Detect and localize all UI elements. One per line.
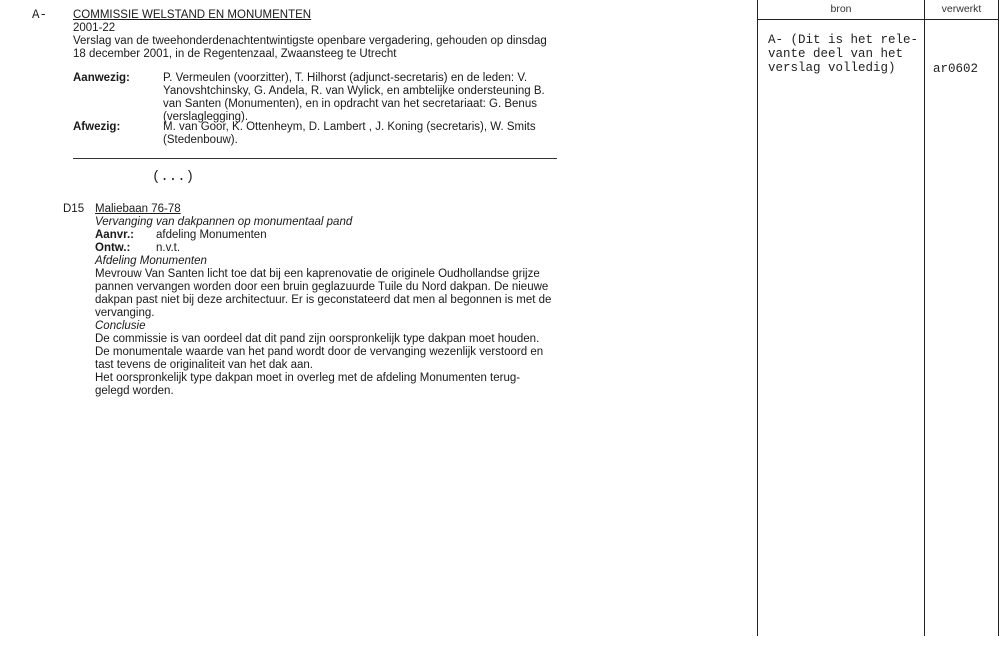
section-line: dakpan past niet bij deze architectuur. Er is geconstateerd dat men al begonnen is met de — [95, 294, 552, 306]
form-right-border — [998, 0, 999, 636]
conclusion-line: gelegd worden. — [95, 385, 174, 397]
intro-line: 18 december 2001, in de Regentenzaal, Zwaansteeg te Utrecht — [73, 48, 397, 60]
absent-line: M. van Goor, K. Ottenheym, D. Lambert , J. Koning (secretaris), W. Smits — [163, 121, 536, 133]
absent-label: Afwezig: — [73, 121, 121, 133]
section-heading: Afdeling Monumenten — [95, 255, 207, 267]
omission-mark: (...) — [152, 169, 195, 185]
present-line: P. Vermeulen (voorzitter), T. Hilhorst (adjunct-secretaris) en de leden: V. — [163, 72, 528, 84]
section-line: vervanging. — [95, 307, 155, 319]
present-line: (verslaglegging). — [163, 111, 249, 123]
present-list — [163, 72, 545, 124]
document-header — [73, 9, 547, 61]
item-body — [95, 203, 551, 398]
section-line: pannen vervangen worden door een bruin geglazuurde Tuile du Nord dakpan. De nieuwe — [95, 281, 549, 293]
present-label: Aanwezig: — [73, 72, 130, 84]
conclusion-line: tast tevens de originaliteit van het dak aan. — [95, 359, 314, 371]
column-header-source: bron — [830, 3, 852, 15]
designer-value: n.v.t. — [156, 242, 181, 254]
present-line: Yanovshtchinsky, G. Andela, R. van Wylick, en ambtelijke ondersteuning B. — [163, 85, 545, 97]
designer-row — [95, 242, 551, 255]
conclusion-line: Het oorspronkelijk type dakpan moet in overleg met de afdeling Monumenten terug- — [95, 372, 521, 384]
source-note-line: A- (Dit is het rele- — [768, 33, 919, 47]
conclusion-heading: Conclusie — [95, 320, 146, 332]
applicant-row — [95, 229, 551, 242]
source-note-line: vante deel van het — [768, 47, 904, 61]
section-line: Mevrouw Van Santen licht toe dat bij een kaprenovatie de originele Oudhollandse grijze — [95, 268, 540, 280]
section-divider — [73, 158, 557, 159]
form-column-divider — [924, 0, 925, 636]
form-header-rule — [757, 19, 999, 20]
item-number: D15 — [63, 203, 85, 215]
item-subject: Vervanging van dakpannen op monumentaal pand — [95, 216, 353, 228]
present-line: van Santen (Monumenten), en in opdracht van het secretariaat: G. Benus — [163, 98, 537, 110]
processed-code: ar0602 — [933, 62, 979, 76]
applicant-label: Aanvr.: — [95, 229, 134, 241]
source-note — [768, 33, 918, 75]
designer-label: Ontw.: — [95, 242, 131, 254]
form-left-border — [757, 0, 758, 636]
conclusion-line: De monumentale waarde van het pand wordt door de vervanging wezenlijk verstoord en — [95, 346, 544, 358]
absent-line: (Stedenbouw). — [163, 134, 238, 146]
absent-list — [163, 121, 536, 147]
source-note-line: verslag volledig) — [768, 61, 896, 75]
column-header-processed: verwerkt — [941, 3, 982, 15]
margin-marker: A- — [32, 8, 48, 22]
applicant-value: afdeling Monumenten — [156, 229, 267, 241]
item-address: Maliebaan 76-78 — [95, 203, 181, 215]
commission-heading: COMMISSIE WELSTAND EN MONUMENTEN — [73, 9, 312, 21]
intro-line: Verslag van de tweehonderdenachtentwintigste openbare vergadering, gehouden op dinsdag — [73, 35, 547, 47]
conclusion-line: De commissie is van oordeel dat dit pand zijn oorspronkelijk type dakpan moet houden. — [95, 333, 540, 345]
report-year: 2001-22 — [73, 22, 116, 34]
